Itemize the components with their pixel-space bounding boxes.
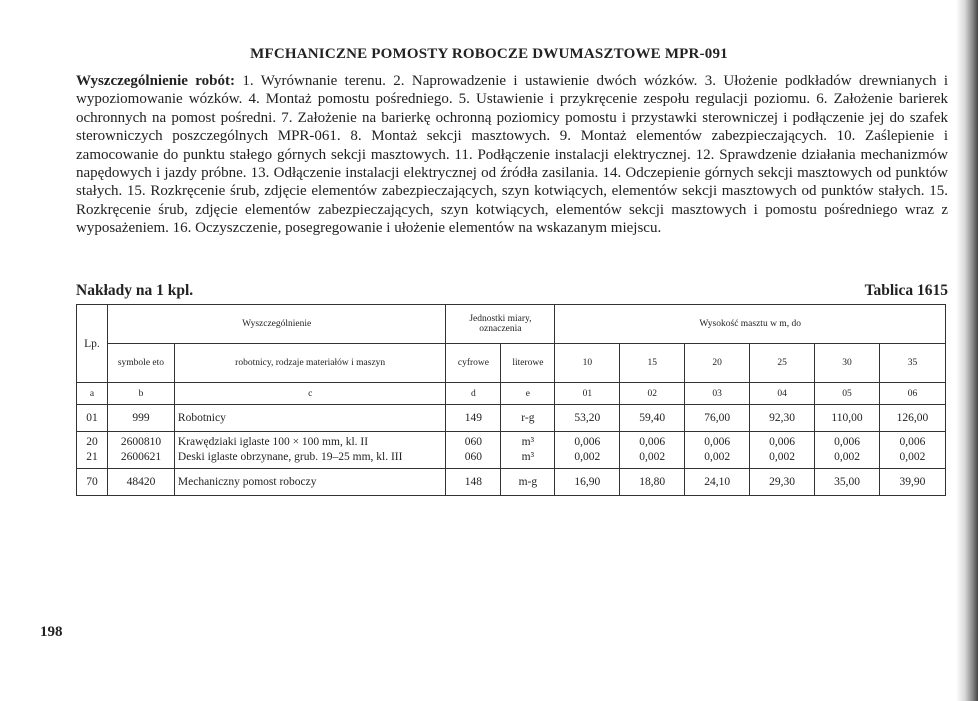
header-lp: Lp. <box>77 305 108 383</box>
row-value <box>555 432 620 469</box>
index-cell: c <box>174 383 446 405</box>
row-symbol-2: 2600621 <box>120 451 162 463</box>
row-literowe: m-g <box>501 469 555 496</box>
row-literowe: r-g <box>501 405 555 432</box>
row-value: 35,00 <box>815 469 880 496</box>
row-lp: 70 <box>77 469 108 496</box>
header-wysokosc: Wysokość masztu w m, do <box>555 305 946 344</box>
row-value-1: 0,006 <box>639 436 666 448</box>
row-value <box>750 432 815 469</box>
header-cyfrowe: cyfrowe <box>446 344 501 383</box>
row-literowe-1: m³ <box>521 436 535 448</box>
row-value-1: 0,006 <box>769 436 796 448</box>
header-jednostki: Jednostki miary, oznaczenia <box>446 305 555 344</box>
row-value-2: 0,002 <box>899 451 926 463</box>
row-value-2: 0,002 <box>574 451 601 463</box>
index-cell: 03 <box>685 383 750 405</box>
index-cell: d <box>446 383 501 405</box>
norms-table <box>76 304 946 496</box>
header-height: 25 <box>750 344 815 383</box>
row-cyfrowe <box>446 432 501 469</box>
row-lp-2: 21 <box>86 451 98 463</box>
row-literowe <box>501 432 555 469</box>
row-value <box>815 432 880 469</box>
index-cell: a <box>77 383 108 405</box>
row-value-2: 0,002 <box>834 451 860 463</box>
row-value <box>685 432 750 469</box>
row-value-1: 0,006 <box>834 436 860 448</box>
description-text: 1. Wyrównanie terenu. 2. Naprowadzenie i ustawienie dwóch wózków. 3. Ułożenie podkładów drewnianych i wypoziomowanie wózków. 4. Montaż pomostu pośredniego. 5. Ustawienie i przykręcenie zespołu regulacji poziomu. 6. Założenie barierek ochronnych na pomost pośredni. 7. Założenie na barierkę ochronną poziomicy pomostu i przystawki sterowniczej i podłączenie jej do szafek sterowniczych poszczególnych MPR-061. 8. Montaż sekcji masztowych. 9. Montaż elementów zabezpieczających. 10. Zaślepienie i zamocowanie do punktu stałego górnych sekcji masztowych. 11. Podłączenie instalacji elektrycznej. 12. Sprawdzenie działania mechanizmów napędowych i jazdy próbne. 13. Odłączenie instalacji elektrycznej od źródła zasilania. 14. Odczepienie górnych sekcji masztowych od punktów stałych. 15. Rozkręcenie śrub, zdjęcie elementów zabezpieczających, szyn kotwiących, elementów sekcji masztowych od punktów stałych. 15. Rozkręcenie śrub, zdjęcie elementów zabezpieczających, szyn kotwiących, elementów sekcji masztowych i pomostu pośredniego wraz z wyposażeniem. 16. Oczyszczenie, posegregowanie i ułożenie elementów na wskazanym miejscu. <box>76 73 948 237</box>
page-number: 198 <box>40 624 63 640</box>
row-cyfrowe-2: 060 <box>464 451 483 463</box>
row-value: 53,20 <box>555 405 620 432</box>
row-value-1: 0,006 <box>704 436 731 448</box>
row-lp: 01 <box>77 405 108 432</box>
row-value: 18,80 <box>620 469 685 496</box>
row-lp <box>77 432 108 469</box>
index-cell: b <box>107 383 174 405</box>
naklady-label: Nakłady na 1 kpl. <box>76 282 194 299</box>
header-wyszczegolnienie: Wyszczególnienie <box>107 305 445 344</box>
row-cyfrowe: 149 <box>446 405 501 432</box>
row-symbol: 48420 <box>107 469 174 496</box>
work-description <box>76 72 948 238</box>
row-cyfrowe-1: 060 <box>464 436 483 448</box>
header-rodzaje: robotnicy, rodzaje materiałów i maszyn <box>174 344 446 383</box>
index-cell: 04 <box>750 383 815 405</box>
row-value: 126,00 <box>879 405 945 432</box>
row-value: 76,00 <box>685 405 750 432</box>
row-value: 16,90 <box>555 469 620 496</box>
table-row <box>77 469 946 496</box>
row-symbol: 999 <box>107 405 174 432</box>
row-value: 29,30 <box>750 469 815 496</box>
row-value <box>879 432 945 469</box>
page-edge-shadow <box>956 0 978 701</box>
row-value: 110,00 <box>815 405 880 432</box>
index-cell: 02 <box>620 383 685 405</box>
row-value: 24,10 <box>685 469 750 496</box>
index-cell: 05 <box>815 383 880 405</box>
table-row <box>77 405 946 432</box>
row-name-2: Deski iglaste obrzynane, grub. 19–25 mm, kl. III <box>177 451 403 463</box>
row-value-1: 0,006 <box>899 436 926 448</box>
row-literowe-2: m³ <box>521 451 535 463</box>
row-symbol-1: 2600810 <box>120 436 162 448</box>
row-symbol <box>107 432 174 469</box>
header-literowe: literowe <box>501 344 555 383</box>
row-value: 59,40 <box>620 405 685 432</box>
header-height: 30 <box>815 344 880 383</box>
page-title: MFCHANICZNE POMOSTY ROBOCZE DWUMASZTOWE MPR-091 <box>250 46 728 62</box>
row-name <box>174 432 446 469</box>
row-lp-1: 20 <box>86 436 98 448</box>
row-value-2: 0,002 <box>769 451 796 463</box>
row-name-1: Krawędziaki iglaste 100 × 100 mm, kl. II <box>177 436 369 448</box>
row-value-1: 0,006 <box>574 436 601 448</box>
index-cell: e <box>501 383 555 405</box>
header-height: 15 <box>620 344 685 383</box>
row-value: 92,30 <box>750 405 815 432</box>
header-height: 10 <box>555 344 620 383</box>
row-name: Robotnicy <box>174 405 446 432</box>
tablica-label: Tablica 1615 <box>864 282 948 299</box>
index-cell: 01 <box>555 383 620 405</box>
description-lead: Wyszczególnienie robót: <box>76 73 236 89</box>
row-cyfrowe: 148 <box>446 469 501 496</box>
row-value: 39,90 <box>879 469 945 496</box>
table-row <box>77 432 946 469</box>
row-value-2: 0,002 <box>639 451 666 463</box>
header-height: 35 <box>879 344 945 383</box>
header-height: 20 <box>685 344 750 383</box>
index-cell: 06 <box>879 383 945 405</box>
row-name: Mechaniczny pomost roboczy <box>174 469 446 496</box>
header-symbole: symbole eto <box>107 344 174 383</box>
row-value-2: 0,002 <box>704 451 731 463</box>
row-value <box>620 432 685 469</box>
